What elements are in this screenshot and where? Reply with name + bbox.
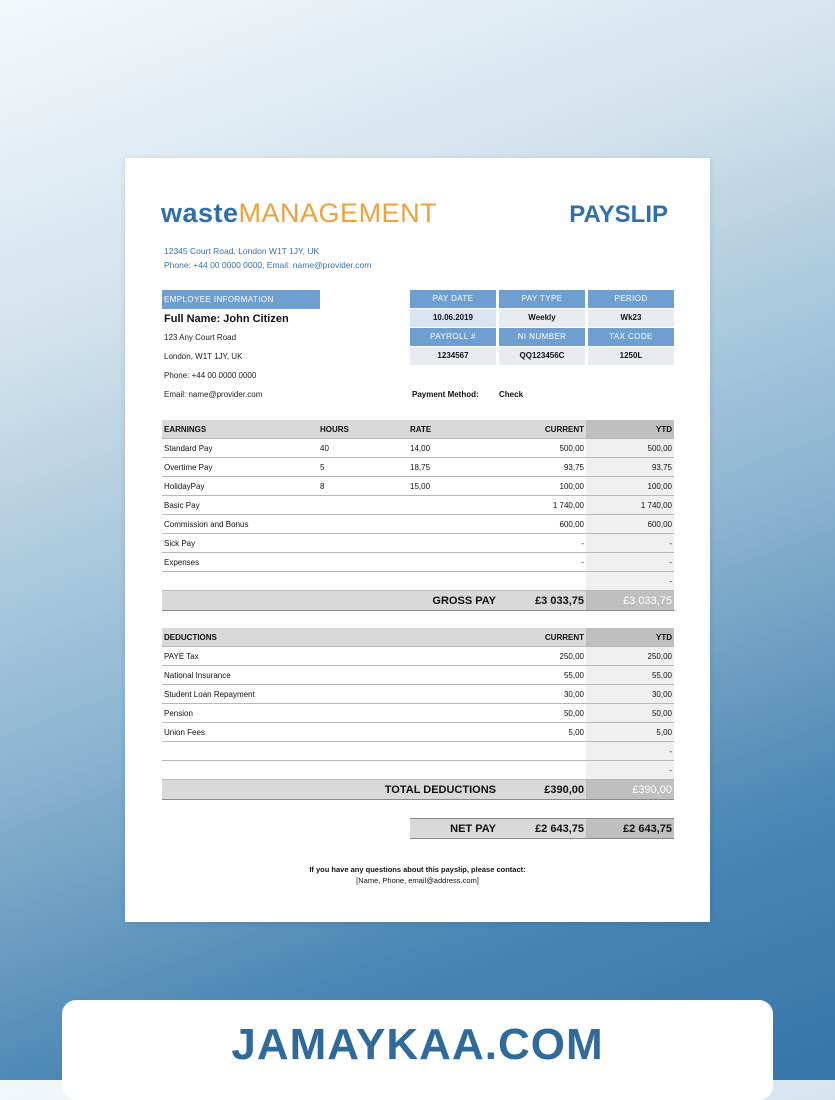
deductions-ytd-header: YTD xyxy=(586,628,674,647)
deduction-current: 250,00 xyxy=(498,647,586,666)
earning-ytd: - xyxy=(586,534,674,553)
net-pay-current: £2 643,75 xyxy=(498,819,586,839)
earning-ytd: 1 740,00 xyxy=(586,496,674,515)
earnings-row xyxy=(162,439,674,458)
employee-email: Email: name@provider.com xyxy=(164,390,263,399)
deduction-ytd: 55,00 xyxy=(586,666,674,685)
earning-current: 500,00 xyxy=(498,439,586,458)
earnings-table xyxy=(162,420,674,611)
tax-code-label: TAX CODE xyxy=(588,328,674,346)
earning-name: Expenses xyxy=(162,553,318,572)
gross-pay-label: GROSS PAY xyxy=(408,591,498,611)
deduction-name: Union Fees xyxy=(162,723,498,742)
earning-current xyxy=(498,572,586,591)
company-logo: wasteMANAGEMENT xyxy=(161,198,438,228)
earning-current: 93,75 xyxy=(498,458,586,477)
deduction-ytd: 30,00 xyxy=(586,685,674,704)
deduction-row xyxy=(162,666,674,685)
pay-date-value: 10.06.2019 xyxy=(410,309,496,327)
deduction-current: 50,00 xyxy=(498,704,586,723)
deduction-ytd: 250,00 xyxy=(586,647,674,666)
deduction-current xyxy=(498,742,586,761)
deduction-row xyxy=(162,704,674,723)
earning-rate xyxy=(408,515,498,534)
deduction-row xyxy=(162,647,674,666)
deduction-row xyxy=(162,723,674,742)
earning-current: 100,00 xyxy=(498,477,586,496)
net-pay-table xyxy=(410,818,674,839)
earning-ytd: - xyxy=(586,572,674,591)
payroll-label: PAYROLL # xyxy=(410,328,496,346)
deduction-ytd: 50,00 xyxy=(586,704,674,723)
earning-ytd: 500,00 xyxy=(586,439,674,458)
earning-ytd: 600,00 xyxy=(586,515,674,534)
tax-code-value: 1250L xyxy=(588,347,674,365)
gross-pay-current: £3 033,75 xyxy=(498,591,586,611)
deduction-ytd: 5,00 xyxy=(586,723,674,742)
earnings-row xyxy=(162,477,674,496)
earnings-row xyxy=(162,553,674,572)
ni-number-label: NI NUMBER xyxy=(499,328,585,346)
earning-rate: 14,00 xyxy=(408,439,498,458)
earnings-row xyxy=(162,458,674,477)
earning-hours xyxy=(318,534,408,553)
net-pay-ytd: £2 643,75 xyxy=(586,819,674,839)
earning-hours xyxy=(318,553,408,572)
deduction-row xyxy=(162,685,674,704)
payment-method-value: Check xyxy=(499,390,524,399)
gross-pay-ytd: £3 033,75 xyxy=(586,591,674,611)
document-title: PAYSLIP xyxy=(569,201,668,228)
deduction-row xyxy=(162,761,674,780)
deduction-name xyxy=(162,761,498,780)
deduction-ytd: - xyxy=(586,742,674,761)
earning-name: Standard Pay xyxy=(162,439,318,458)
pay-date-label: PAY DATE xyxy=(410,290,496,308)
pay-type-label: PAY TYPE xyxy=(499,290,585,308)
total-deductions-current: £390,00 xyxy=(498,780,586,800)
gross-pay-row xyxy=(162,591,674,611)
earning-current: 600,00 xyxy=(498,515,586,534)
employee-address-line1: 123 Any Court Road xyxy=(164,333,237,342)
deductions-current-header: CURRENT xyxy=(498,628,586,647)
earning-name: HolidayPay xyxy=(162,477,318,496)
deduction-name: National Insurance xyxy=(162,666,498,685)
deductions-table xyxy=(162,628,674,800)
earning-name: Overtime Pay xyxy=(162,458,318,477)
earnings-header-row xyxy=(162,420,674,439)
earning-current: 1 740,00 xyxy=(498,496,586,515)
rate-col-header: RATE xyxy=(408,420,498,439)
deduction-ytd: - xyxy=(586,761,674,780)
earning-ytd: - xyxy=(586,553,674,572)
ytd-col-header: YTD xyxy=(586,420,674,439)
payment-method-label: Payment Method: xyxy=(412,390,479,399)
deduction-row xyxy=(162,742,674,761)
earning-hours: 8 xyxy=(318,477,408,496)
deduction-current: 5,00 xyxy=(498,723,586,742)
earning-rate: 18,75 xyxy=(408,458,498,477)
current-col-header: CURRENT xyxy=(498,420,586,439)
earning-hours xyxy=(318,572,408,591)
total-deductions-row xyxy=(162,780,674,800)
earning-hours: 5 xyxy=(318,458,408,477)
footer-note-line2: [Name, Phone, email@address.com] xyxy=(356,876,479,885)
earning-current: - xyxy=(498,534,586,553)
payroll-value: 1234567 xyxy=(410,347,496,365)
earning-hours xyxy=(318,515,408,534)
footer-note-line1: If you have any questions about this payslip, please contact: xyxy=(309,865,526,874)
earning-current: - xyxy=(498,553,586,572)
total-deductions-label: TOTAL DEDUCTIONS xyxy=(318,780,498,800)
earning-rate xyxy=(408,553,498,572)
pay-type-value: Weekly xyxy=(499,309,585,327)
earning-name: Basic Pay xyxy=(162,496,318,515)
earnings-col-header: EARNINGS xyxy=(162,420,318,439)
earning-name xyxy=(162,572,318,591)
earning-rate xyxy=(408,572,498,591)
earning-ytd: 93,75 xyxy=(586,458,674,477)
payslip-document xyxy=(125,158,710,922)
deductions-col-header: DEDUCTIONS xyxy=(162,628,318,647)
deductions-header-row xyxy=(162,628,674,647)
net-pay-row xyxy=(410,819,674,839)
total-deductions-ytd: £390,00 xyxy=(586,780,674,800)
deduction-current: 30,00 xyxy=(498,685,586,704)
earnings-row xyxy=(162,572,674,591)
deduction-current: 55,00 xyxy=(498,666,586,685)
pay-info-table xyxy=(410,290,674,365)
earning-name: Commission and Bonus xyxy=(162,515,318,534)
earning-ytd: 100,00 xyxy=(586,477,674,496)
earning-hours: 40 xyxy=(318,439,408,458)
period-value: Wk23 xyxy=(588,309,674,327)
earning-hours xyxy=(318,496,408,515)
deduction-name: Pension xyxy=(162,704,498,723)
earning-rate xyxy=(408,496,498,515)
employee-name: Full Name: John Citizen xyxy=(164,313,289,325)
watermark-text: JAMAYKAA.COM xyxy=(231,1020,604,1069)
company-address: 12345 Court Road, London W1T 1JY, UK xyxy=(164,246,320,256)
employee-phone: Phone: +44 00 0000 0000 xyxy=(164,371,257,380)
earning-rate xyxy=(408,534,498,553)
earnings-row xyxy=(162,515,674,534)
deduction-name: Student Loan Repayment xyxy=(162,685,498,704)
watermark-banner xyxy=(62,1000,773,1100)
ni-number-value: QQ123456C xyxy=(499,347,585,365)
period-label: PERIOD xyxy=(588,290,674,308)
hours-col-header: HOURS xyxy=(318,420,408,439)
earning-name: Sick Pay xyxy=(162,534,318,553)
deduction-name: PAYE Tax xyxy=(162,647,498,666)
deduction-name xyxy=(162,742,498,761)
employee-info-header: EMPLOYEE INFORMATION xyxy=(162,290,320,309)
employee-address-line2: London, W1T 1JY, UK xyxy=(164,352,243,361)
earning-rate: 15,00 xyxy=(408,477,498,496)
company-contact: Phone: +44 00 0000 0000, Email: name@provider.com xyxy=(164,260,372,270)
earnings-row xyxy=(162,496,674,515)
earnings-row xyxy=(162,534,674,553)
deduction-current xyxy=(498,761,586,780)
net-pay-label: NET PAY xyxy=(410,819,498,839)
